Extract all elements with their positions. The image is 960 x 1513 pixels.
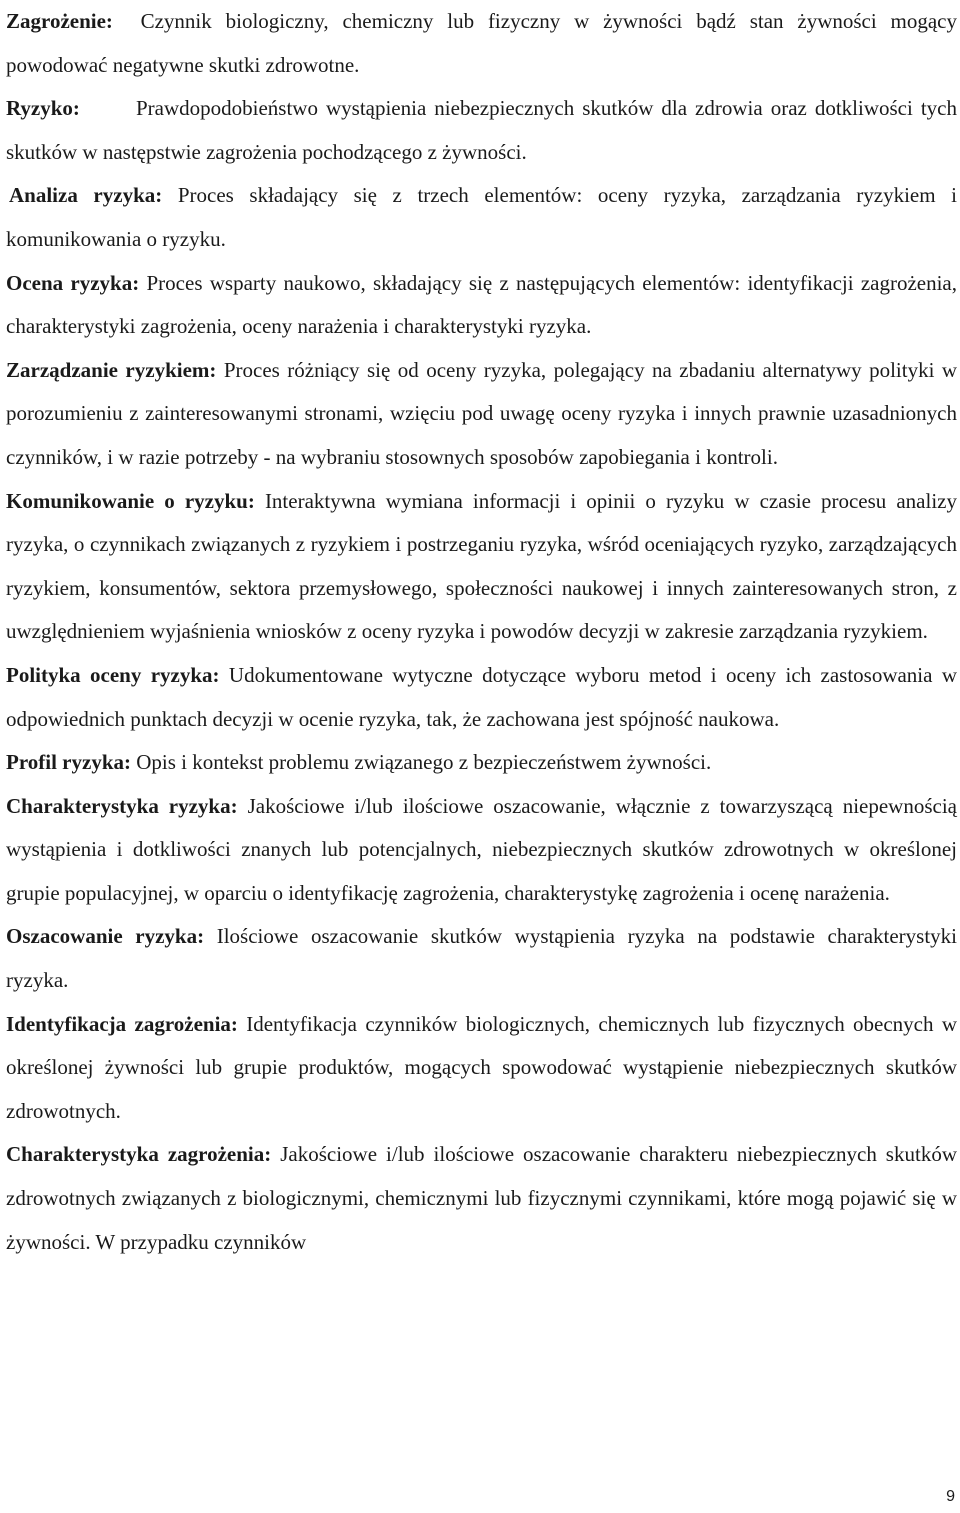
definition-analiza-ryzyka <box>6 174 957 261</box>
definition-term: Zagrożenie: <box>6 9 113 33</box>
definition-term: Charakterystyka zagrożenia: <box>6 1142 272 1167</box>
definition-term: Zarządzanie ryzykiem: <box>6 357 217 382</box>
page-number: 9 <box>946 1488 955 1505</box>
definition-text: Proces wsparty naukowo, składający się z następujących elementów: identyfikacji zagrożenia, charakterystyki zagrożenia, oceny narażenia i charakterystyki ryzyka. <box>6 270 958 339</box>
definition-text: Czynnik biologiczny, chemiczny lub fizyczny w żywności bądź stan żywności mogący powodować negatywne skutki zdrowotne. <box>6 9 958 77</box>
definition-komunikowanie-o-ryzyku <box>6 480 957 654</box>
definition-zarzadzanie-ryzykiem <box>6 349 957 480</box>
definition-ocena-ryzyka <box>6 262 957 349</box>
definition-identyfikacja-zagrozenia <box>6 1003 957 1134</box>
definition-term: Profil ryzyka: <box>6 750 131 775</box>
definition-term: Charakterystyka ryzyka: <box>6 793 238 818</box>
definition-charakterystyka-zagrozenia <box>6 1133 957 1264</box>
definition-term: Identyfikacja zagrożenia: <box>6 1011 238 1036</box>
definition-zagrozenie <box>6 0 957 87</box>
definition-ryzyko <box>6 87 957 174</box>
definition-oszacowanie-ryzyka <box>6 915 957 1002</box>
definition-text: Udokumentowane wytyczne dotyczące wyboru metod i oceny ich zastosowania w odpowiednich punktach decyzji w ocenie ryzyka, tak, że zachowana jest spójność naukowa. <box>6 662 957 731</box>
definition-term: Komunikowanie o ryzyku: <box>6 488 255 513</box>
definition-charakterystyka-ryzyka <box>6 785 957 916</box>
definition-term: Ryzyko: <box>6 96 80 121</box>
definition-term: Ocena ryzyka: <box>6 270 140 295</box>
definition-term: Polityka oceny ryzyka: <box>6 662 220 687</box>
definition-text: Prawdopodobieństwo wystąpienia niebezpiecznych skutków dla zdrowia oraz dotkliwości tych skutków w następstwie zagrożenia pochodzącego z żywności. <box>6 96 957 164</box>
definition-text: Opis i kontekst problemu związanego z bezpieczeństwem żywności. <box>136 750 712 775</box>
definition-term: Oszacowanie ryzyka: <box>6 924 205 949</box>
definition-text: Jakościowe i/lub ilościowe oszacowanie, włącznie z towarzyszącą niepewnością wystąpienia i dotkliwości znanych lub potencjalnych, niebezpiecznych skutków zdrowotnych w określonej grupie populacyjnej, w oparciu o identyfikację zagrożenia, charakterystykę zagrożenia i ocenę narażenia. <box>6 793 957 905</box>
document-page <box>6 0 957 1264</box>
definition-term: Analiza ryzyka: <box>9 183 163 208</box>
definition-profil-ryzyka <box>6 741 957 785</box>
definition-text: Proces różniący się od oceny ryzyka, polegający na zbadaniu alternatywy polityki w porozumieniu z zainteresowanymi stronami, wzięciu pod uwagę oceny ryzyka i innych prawnie uzasadnionych czynników, i w razie potrzeby - na wybraniu stosownych sposobów zapobiegania i kontroli. <box>6 357 958 469</box>
definition-text: Interaktywna wymiana informacji i opinii o ryzyku w czasie procesu analizy ryzyka, o czynnikach związanych z ryzykiem i postrzeganiu ryzyka, wśród oceniających ryzyko, zarządzających ryzykiem, konsumentów, sektora przemysłowego, społeczności naukowej i innych zainteresowanych stron, z uwzględnieniem wyjaśnienia wniosków z oceny ryzyka i powodów decyzji w zakresie zarządzania ryzykiem. <box>6 488 957 644</box>
definition-text: Ilościowe oszacowanie skutków wystąpienia ryzyka na podstawie charakterystyki ryzyka. <box>6 924 958 993</box>
definition-text: Identyfikacja czynników biologicznych, chemicznych lub fizycznych obecnych w określonej żywności lub grupie produktów, mogących spowodować wystąpienie niebezpiecznych skutków zdrowotnych. <box>6 1011 957 1123</box>
definition-polityka-oceny-ryzyka <box>6 654 957 741</box>
definition-text: Proces składający się z trzech elementów: oceny ryzyka, zarządzania ryzykiem i komunikowania o ryzyku. <box>6 183 957 251</box>
definition-text: Jakościowe i/lub ilościowe oszacowanie charakteru niebezpiecznych skutków zdrowotnych związanych z biologicznymi, chemicznymi lub fizycznymi czynnikami, które mogą pojawić się w żywności. W przypadku czynników <box>6 1142 957 1254</box>
